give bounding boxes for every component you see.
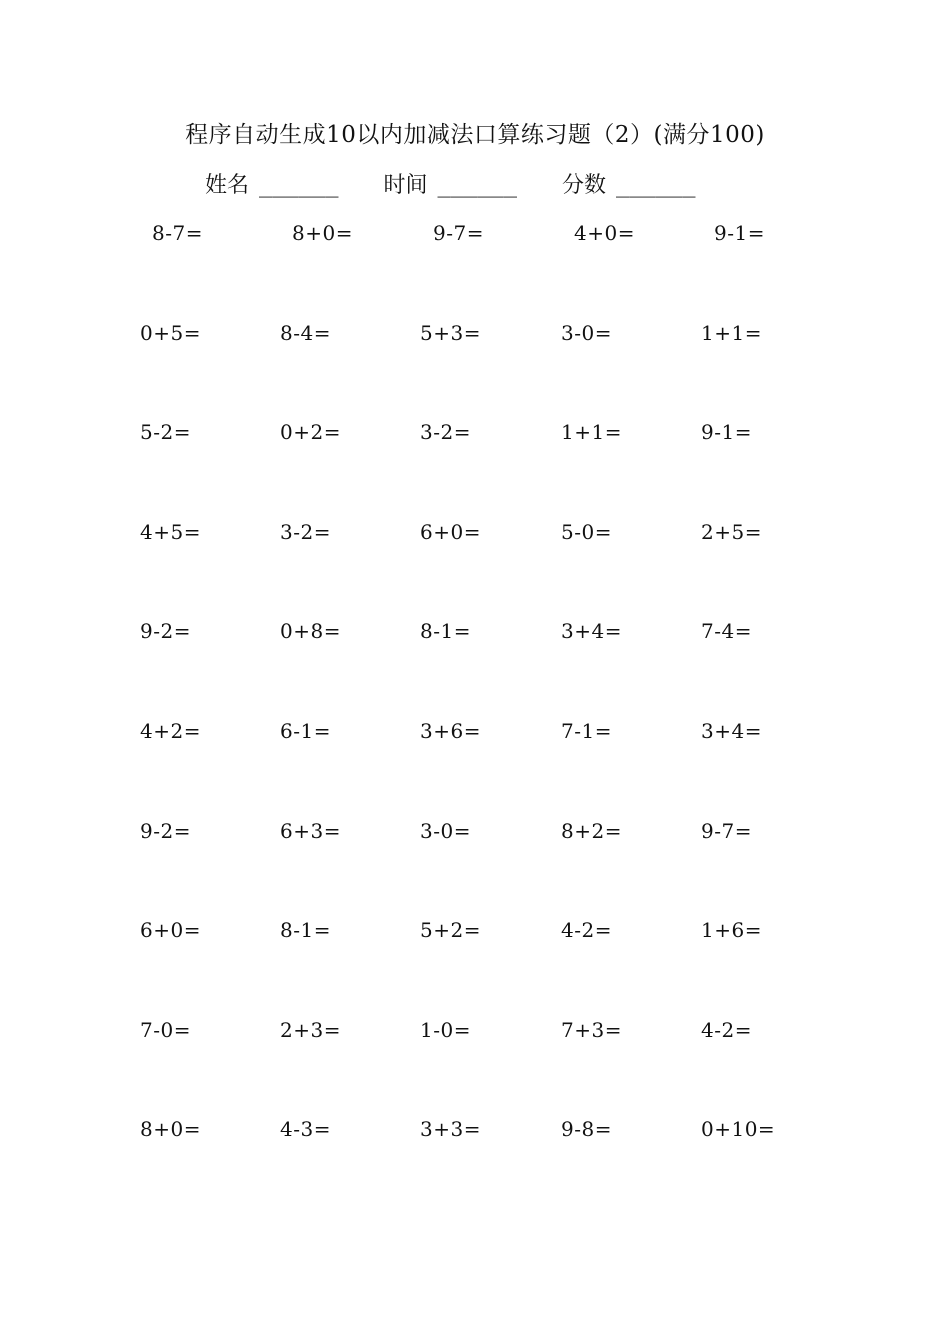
name-field [205, 168, 339, 199]
problem-r7-c5: 9-7= [701, 819, 752, 843]
worksheet-title: 程序自动生成10以内加减法口算练习题（2）(满分100) [185, 122, 765, 148]
problem-r3-c1: 5-2= [140, 420, 191, 444]
problem-r5-c2: 0+8= [280, 619, 341, 643]
problem-r8-c5: 1+6= [701, 918, 762, 942]
problem-r2-c3: 5+3= [420, 321, 481, 345]
problem-r7-c1: 9-2= [140, 819, 191, 843]
name-blank: ______ [259, 173, 339, 198]
problem-r1-c4: 4+0= [574, 221, 635, 245]
problem-r2-c1: 0+5= [140, 321, 201, 345]
problem-r1-c2: 8+0= [292, 221, 353, 245]
time-label: 时间 [383, 173, 428, 198]
problem-r3-c4: 1+1= [561, 420, 622, 444]
problem-r5-c4: 3+4= [561, 619, 622, 643]
problem-r8-c3: 5+2= [420, 918, 481, 942]
problem-r3-c2: 0+2= [280, 420, 341, 444]
problem-r8-c4: 4-2= [561, 918, 612, 942]
problem-r7-c4: 8+2= [561, 819, 622, 843]
problem-r1-c5: 9-1= [714, 221, 765, 245]
problem-r5-c5: 7-4= [701, 619, 752, 643]
student-info-row [205, 168, 734, 199]
problem-r6-c4: 7-1= [561, 719, 612, 743]
problem-r9-c2: 2+3= [280, 1018, 341, 1042]
problem-r1-c3: 9-7= [433, 221, 484, 245]
problem-r6-c1: 4+2= [140, 719, 201, 743]
problem-r2-c5: 1+1= [701, 321, 762, 345]
problem-r2-c4: 3-0= [561, 321, 612, 345]
score-blank: ______ [616, 173, 696, 198]
problem-r7-c2: 6+3= [280, 819, 341, 843]
problem-r5-c1: 9-2= [140, 619, 191, 643]
problem-r8-c2: 8-1= [280, 918, 331, 942]
problem-r3-c3: 3-2= [420, 420, 471, 444]
problem-r9-c1: 7-0= [140, 1018, 191, 1042]
problem-r9-c5: 4-2= [701, 1018, 752, 1042]
problem-r3-c5: 9-1= [701, 420, 752, 444]
problem-r10-c2: 4-3= [280, 1117, 331, 1141]
problem-r9-c3: 1-0= [420, 1018, 471, 1042]
problem-r2-c2: 8-4= [280, 321, 331, 345]
score-field [562, 168, 696, 199]
problem-r8-c1: 6+0= [140, 918, 201, 942]
problem-r4-c1: 4+5= [140, 520, 201, 544]
score-label: 分数 [562, 173, 607, 198]
name-label: 姓名 [205, 173, 250, 198]
problem-r10-c1: 8+0= [140, 1117, 201, 1141]
problem-r6-c5: 3+4= [701, 719, 762, 743]
problem-r1-c1: 8-7= [152, 221, 203, 245]
problem-r6-c3: 3+6= [420, 719, 481, 743]
problem-r9-c4: 7+3= [561, 1018, 622, 1042]
problem-r10-c4: 9-8= [561, 1117, 612, 1141]
time-field [384, 168, 518, 199]
problem-r4-c2: 3-2= [280, 520, 331, 544]
problem-r4-c4: 5-0= [561, 520, 612, 544]
problem-r4-c5: 2+5= [701, 520, 762, 544]
time-blank: ______ [437, 173, 517, 198]
problem-r5-c3: 8-1= [420, 619, 471, 643]
problem-r10-c3: 3+3= [420, 1117, 481, 1141]
problem-r6-c2: 6-1= [280, 719, 331, 743]
problem-r7-c3: 3-0= [420, 819, 471, 843]
problem-r10-c5: 0+10= [701, 1117, 776, 1141]
problem-r4-c3: 6+0= [420, 520, 481, 544]
